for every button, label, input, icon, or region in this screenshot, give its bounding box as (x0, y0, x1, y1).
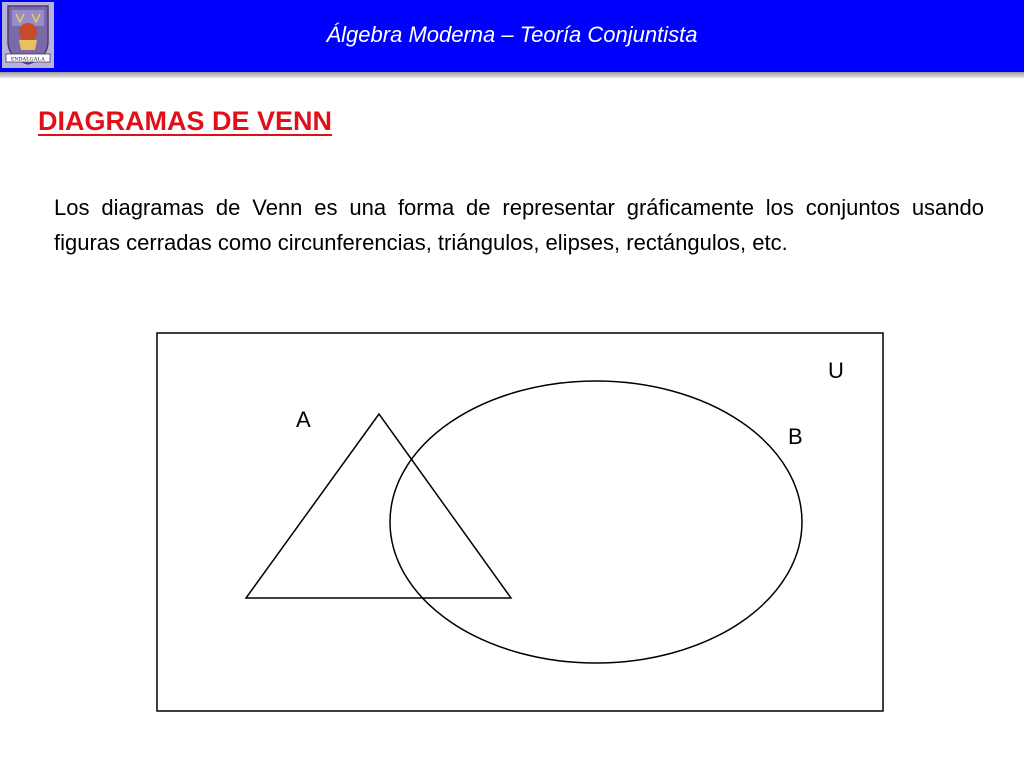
svg-text:ENDALGALA: ENDALGALA (11, 56, 45, 63)
universe-rectangle (157, 333, 883, 711)
slide-title: DIAGRAMAS DE VENN (38, 106, 333, 136)
header-title: Álgebra Moderna – Teoría Conjuntista (326, 22, 698, 47)
universe-label: U (828, 358, 844, 383)
set-a-label: A (296, 407, 311, 432)
slide-paragraph: Los diagramas de Venn es una forma de representar gráficamente los conjuntos usando figuras cerradas como circunferencias, triángulos, elipses, rectángulos, etc. (54, 195, 984, 255)
set-b-ellipse (390, 381, 802, 663)
set-b-label: B (788, 424, 803, 449)
set-a-triangle (246, 414, 511, 598)
